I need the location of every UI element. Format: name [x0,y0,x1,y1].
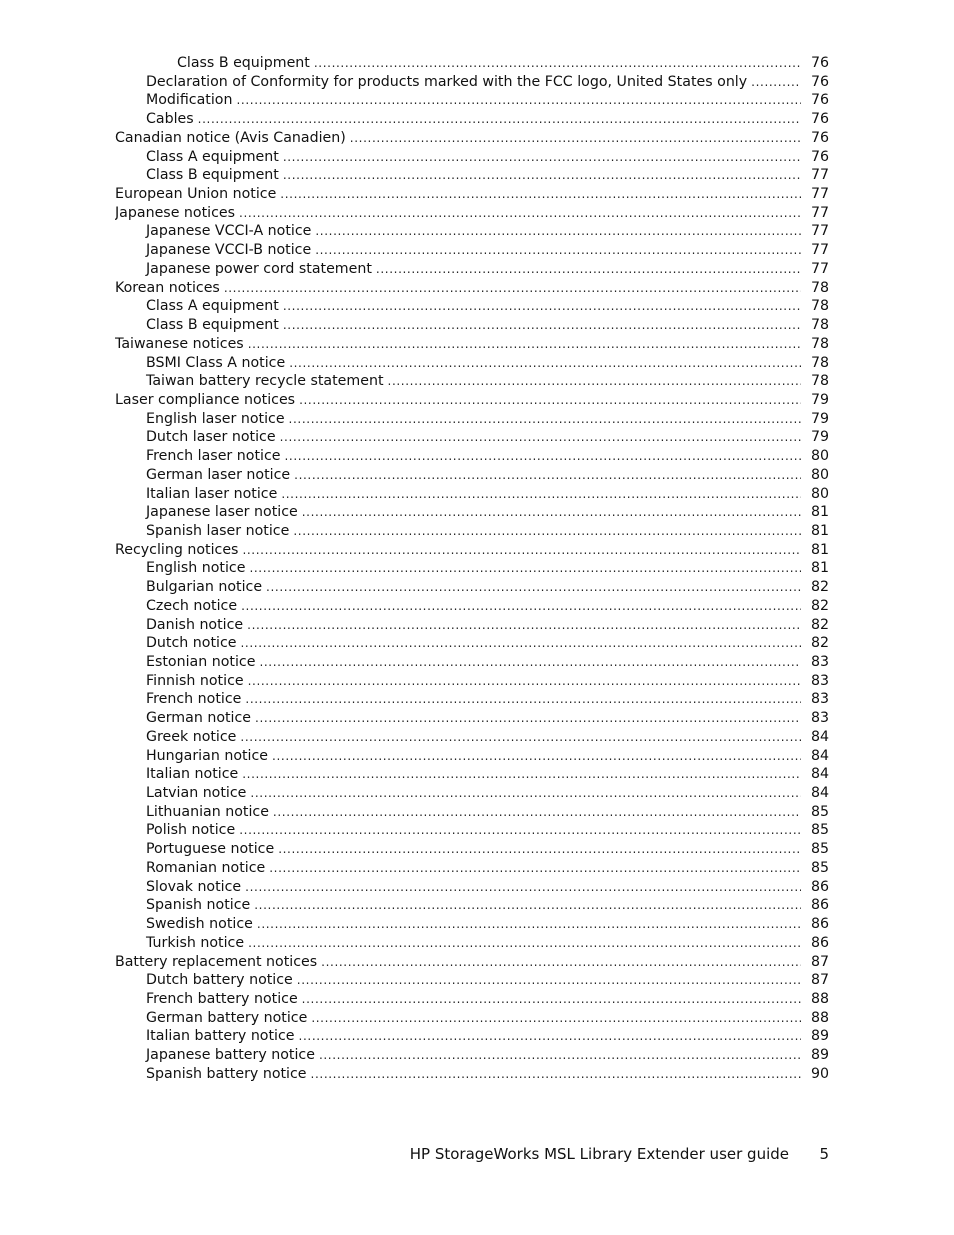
toc-entry-title[interactable]: Class A equipment [146,298,279,315]
toc-entry-title[interactable]: French laser notice [146,448,281,465]
toc-entry-title[interactable]: Finnish notice [146,672,244,689]
toc-entry-page-number[interactable]: 85 [810,822,829,839]
toc-entry-title[interactable]: Polish notice [146,822,236,839]
toc-entry[interactable] [115,335,829,354]
toc-dot-leader [376,260,801,279]
toc-entry[interactable] [115,934,829,953]
toc-entry-page-number[interactable]: 85 [810,859,829,876]
toc-entry-page-number[interactable]: 84 [810,785,829,802]
toc-entry[interactable] [115,971,829,990]
toc-entry-page-number[interactable]: 83 [810,672,829,689]
toc-entry-page-number[interactable]: 88 [810,990,829,1007]
toc-entry[interactable] [115,803,829,822]
toc-dot-leader [280,185,801,204]
toc-entry-page-number[interactable]: 77 [810,186,829,203]
toc-entry[interactable] [115,148,829,167]
toc-dot-leader [302,503,801,522]
toc-entry[interactable] [115,222,829,241]
toc-entry[interactable] [115,578,829,597]
toc-dot-leader [241,634,802,653]
toc-entry-title[interactable]: Greek notice [146,728,237,745]
toc-entry[interactable] [115,728,829,747]
toc-entry-title[interactable]: Class B equipment [146,317,279,334]
toc-entry-title[interactable]: Dutch laser notice [146,429,276,446]
toc-dot-leader [198,110,801,129]
toc-entry[interactable] [115,821,829,840]
toc-entry-title[interactable]: Italian battery notice [146,1028,295,1045]
toc-dot-leader [269,859,801,878]
toc-entry-title[interactable]: Portuguese notice [146,841,275,858]
toc-dot-leader [311,1009,801,1028]
toc-dot-leader [314,54,801,73]
toc-entry[interactable] [115,241,829,260]
toc-dot-leader [224,279,801,298]
toc-entry[interactable] [115,428,829,447]
toc-dot-leader [280,428,801,447]
toc-dot-leader [302,990,801,1009]
toc-entry[interactable] [115,372,829,391]
toc-entry-title[interactable]: Japanese notices [115,204,236,221]
toc-entry[interactable] [115,1065,829,1084]
toc-entry-title[interactable]: Recycling notices [115,541,239,558]
toc-entry-title[interactable]: Japanese power cord statement [146,260,372,277]
toc-entry-title[interactable]: Spanish battery notice [146,1065,307,1082]
toc-entry[interactable] [115,166,829,185]
toc-entry[interactable] [115,185,829,204]
toc-dot-leader [241,597,801,616]
toc-dot-leader [239,821,801,840]
toc-entry-title[interactable]: Japanese battery notice [146,1047,315,1064]
toc-entry-page-number[interactable]: 82 [810,597,829,614]
toc-entry-page-number[interactable]: 79 [810,410,829,427]
toc-dot-leader [249,559,801,578]
toc-entry-title[interactable]: Modification [146,92,233,109]
toc-entry[interactable] [115,597,829,616]
toc-entry[interactable] [115,541,829,560]
toc-entry-title[interactable]: Turkish notice [146,934,245,951]
toc-dot-leader [294,466,801,485]
toc-entry-page-number[interactable]: 76 [810,111,829,128]
toc-dot-leader [247,616,801,635]
toc-entry-title[interactable]: Battery replacement notices [115,953,318,970]
toc-entry[interactable] [115,672,829,691]
toc-entry[interactable] [115,485,829,504]
toc-entry-page-number[interactable]: 76 [810,148,829,165]
toc-dot-leader [289,410,801,429]
toc-entry-page-number[interactable]: 82 [810,579,829,596]
toc-entry-page-number[interactable]: 78 [810,317,829,334]
toc-entry-page-number[interactable]: 86 [810,878,829,895]
toc-entry-page-number[interactable]: 81 [810,541,829,558]
toc-entry-title[interactable]: Dutch notice [146,635,237,652]
toc-dot-leader [273,803,801,822]
toc-entry-page-number[interactable]: 80 [810,448,829,465]
toc-entry-page-number[interactable]: 81 [810,560,829,577]
toc-dot-leader [242,765,801,784]
toc-entry[interactable] [115,522,829,541]
toc-dot-leader [315,241,801,260]
toc-dot-leader [242,541,801,560]
toc-entry[interactable] [115,1027,829,1046]
toc-entry-page-number[interactable]: 85 [810,841,829,858]
toc-entry-page-number[interactable]: 86 [810,897,829,914]
toc-dot-leader [299,1027,801,1046]
toc-entry-page-number[interactable]: 81 [810,504,829,521]
toc-entry[interactable] [115,316,829,335]
toc-entry[interactable] [115,260,829,279]
toc-dot-leader [272,747,801,766]
toc-entry-title[interactable]: Swedish notice [146,916,253,933]
page-footer [300,1143,829,1165]
toc-entry-title[interactable]: Declaration of Conformity for products marked with the FCC logo, United States only [146,73,748,90]
toc-entry-page-number[interactable]: 82 [810,635,829,652]
toc-entry-title[interactable]: German laser notice [146,466,291,483]
toc-dot-leader [259,653,801,672]
toc-dot-leader [311,1065,801,1084]
toc-entry-title[interactable]: Hungarian notice [146,747,269,764]
toc-entry-title[interactable]: European Union notice [115,186,277,203]
toc-entry[interactable] [115,690,829,709]
toc-dot-leader [266,578,801,597]
toc-dot-leader [319,1046,801,1065]
toc-entry-page-number[interactable]: 78 [810,335,829,352]
toc-dot-leader [283,148,801,167]
toc-entry-page-number[interactable]: 77 [810,204,829,221]
toc-entry-title[interactable]: Italian laser notice [146,485,278,502]
toc-entry-title[interactable]: Class B equipment [146,167,279,184]
toc-dot-leader [236,91,801,110]
toc-entry-page-number[interactable]: 84 [810,766,829,783]
toc-entry-page-number[interactable]: 80 [810,485,829,502]
toc-entry-title[interactable]: Laser compliance notices [115,391,296,408]
toc-dot-leader [315,222,801,241]
toc-entry-page-number[interactable]: 76 [810,55,829,71]
toc-entry-title[interactable]: Latvian notice [146,785,247,802]
toc-entry[interactable] [115,503,829,522]
toc-entry[interactable] [115,616,829,635]
toc-entry[interactable] [115,54,829,73]
toc-dot-leader [299,391,801,410]
toc-dot-leader [255,709,801,728]
toc-entry-page-number[interactable]: 76 [810,129,829,146]
toc-entry-page-number[interactable]: 81 [810,522,829,539]
toc-entry-title[interactable]: Danish notice [146,616,244,633]
toc-dot-leader [250,784,801,803]
toc-dot-leader [284,447,801,466]
toc-entry-title[interactable]: Canadian notice (Avis Canadien) [115,129,346,146]
toc-entry-page-number[interactable]: 77 [810,260,829,277]
toc-entry[interactable] [115,765,829,784]
toc-entry-page-number[interactable]: 78 [810,298,829,315]
toc-entry-title[interactable]: French notice [146,691,242,708]
toc-entry-title[interactable]: Class B equipment [177,55,310,71]
toc-dot-leader [283,297,801,316]
toc-entry-title[interactable]: German notice [146,710,252,727]
toc-entry[interactable] [115,297,829,316]
toc-dot-leader [289,354,801,373]
toc-entry[interactable] [115,391,829,410]
toc-entry-page-number[interactable]: 83 [810,710,829,727]
toc-dot-leader [283,166,801,185]
toc-dot-leader [283,316,801,335]
toc-entry[interactable] [115,990,829,1009]
toc-dot-leader [281,485,801,504]
toc-entry-page-number[interactable]: 78 [810,354,829,371]
toc-entry[interactable] [115,204,829,223]
toc-entry-title[interactable]: Lithuanian notice [146,803,269,820]
toc-entry-page-number[interactable]: 77 [810,167,829,184]
toc-entry[interactable] [115,73,829,92]
table-of-contents [115,54,829,1084]
toc-entry[interactable] [115,466,829,485]
toc-dot-leader [248,934,801,953]
toc-entry-page-number[interactable]: 76 [810,92,829,109]
toc-entry-title[interactable]: German battery notice [146,1009,308,1026]
toc-entry[interactable] [115,709,829,728]
toc-dot-leader [254,896,801,915]
toc-entry[interactable] [115,447,829,466]
toc-entry-title[interactable]: Spanish notice [146,897,251,914]
toc-entry-page-number[interactable]: 87 [810,972,829,989]
toc-entry-page-number[interactable]: 77 [810,223,829,240]
toc-entry-title[interactable]: Italian notice [146,766,239,783]
toc-entry-page-number[interactable]: 83 [810,691,829,708]
toc-entry-page-number[interactable]: 80 [810,466,829,483]
toc-dot-leader [751,73,801,92]
toc-entry-page-number[interactable]: 76 [810,73,829,90]
toc-dot-leader [350,129,801,148]
toc-entry[interactable] [115,634,829,653]
toc-entry[interactable] [115,129,829,148]
toc-dot-leader [245,690,801,709]
toc-dot-leader [321,953,801,972]
toc-entry[interactable] [115,784,829,803]
toc-entry-page-number[interactable]: 88 [810,1009,829,1026]
toc-dot-leader [388,372,801,391]
toc-dot-leader [248,672,801,691]
toc-entry[interactable] [115,840,829,859]
toc-entry-title[interactable]: Korean notices [115,279,220,296]
toc-entry-page-number[interactable]: 77 [810,242,829,259]
toc-entry[interactable] [115,110,829,129]
toc-entry-page-number[interactable]: 78 [810,373,829,390]
toc-entry[interactable] [115,878,829,897]
toc-entry-title[interactable]: BSMI Class A notice [146,354,286,371]
toc-entry[interactable] [115,953,829,972]
toc-entry[interactable] [115,354,829,373]
toc-entry-title[interactable]: English notice [146,560,246,577]
toc-entry-title[interactable]: Spanish laser notice [146,522,290,539]
footer-guide-title: HP StorageWorks MSL Library Extender user guide [409,1145,789,1163]
toc-entry-title[interactable]: Bulgarian notice [146,579,263,596]
toc-entry-page-number[interactable]: 87 [810,953,829,970]
toc-entry-page-number[interactable]: 84 [810,728,829,745]
toc-entry[interactable] [115,915,829,934]
toc-entry[interactable] [115,747,829,766]
toc-entry-page-number[interactable]: 83 [810,654,829,670]
toc-entry-page-number[interactable]: 89 [810,1028,829,1045]
toc-entry-page-number[interactable]: 89 [810,1047,829,1064]
toc-entry-title[interactable]: Cables [146,111,194,128]
toc-entry-page-number[interactable]: 78 [810,279,829,296]
toc-entry-title[interactable]: Czech notice [146,597,238,614]
toc-entry-page-number[interactable]: 86 [810,916,829,933]
toc-entry[interactable] [115,91,829,110]
toc-entry-title[interactable]: Japanese VCCI-A notice [146,223,312,240]
toc-dot-leader [257,915,801,934]
toc-entry-title[interactable]: Japanese VCCI-B notice [146,242,312,259]
footer-page-number: 5 [819,1145,829,1163]
toc-entry-title[interactable]: Estonian notice [146,654,256,670]
toc-entry[interactable] [115,896,829,915]
toc-entry-page-number[interactable]: 85 [810,803,829,820]
toc-dot-leader [297,971,801,990]
toc-entry[interactable] [115,653,829,672]
toc-entry-page-number[interactable]: 79 [810,391,829,408]
toc-entry-title[interactable]: Japanese laser notice [146,504,298,521]
toc-entry[interactable] [115,1009,829,1028]
toc-dot-leader [240,728,801,747]
toc-entry[interactable] [115,559,829,578]
toc-dot-leader [248,335,801,354]
toc-entry-page-number[interactable]: 82 [810,616,829,633]
toc-entry-title[interactable]: Taiwanese notices [115,335,244,352]
toc-entry-title[interactable]: Slovak notice [146,878,242,895]
toc-entry-page-number[interactable]: 90 [810,1065,829,1082]
toc-entry[interactable] [115,859,829,878]
toc-entry-title[interactable]: Taiwan battery recycle statement [146,373,384,390]
toc-dot-leader [239,204,801,223]
toc-entry-title[interactable]: English laser notice [146,410,285,427]
toc-entry-title[interactable]: Romanian notice [146,859,266,876]
toc-dot-leader [278,840,801,859]
toc-dot-leader [293,522,801,541]
toc-entry-page-number[interactable]: 79 [810,429,829,446]
toc-entry-title[interactable]: Dutch battery notice [146,972,293,989]
toc-entry-title[interactable]: Class A equipment [146,148,279,165]
toc-entry[interactable] [115,1046,829,1065]
toc-entry-page-number[interactable]: 84 [810,747,829,764]
toc-entry[interactable] [115,410,829,429]
toc-dot-leader [245,878,801,897]
toc-entry-title[interactable]: French battery notice [146,990,298,1007]
toc-entry[interactable] [115,279,829,298]
toc-entry-page-number[interactable]: 86 [810,934,829,951]
